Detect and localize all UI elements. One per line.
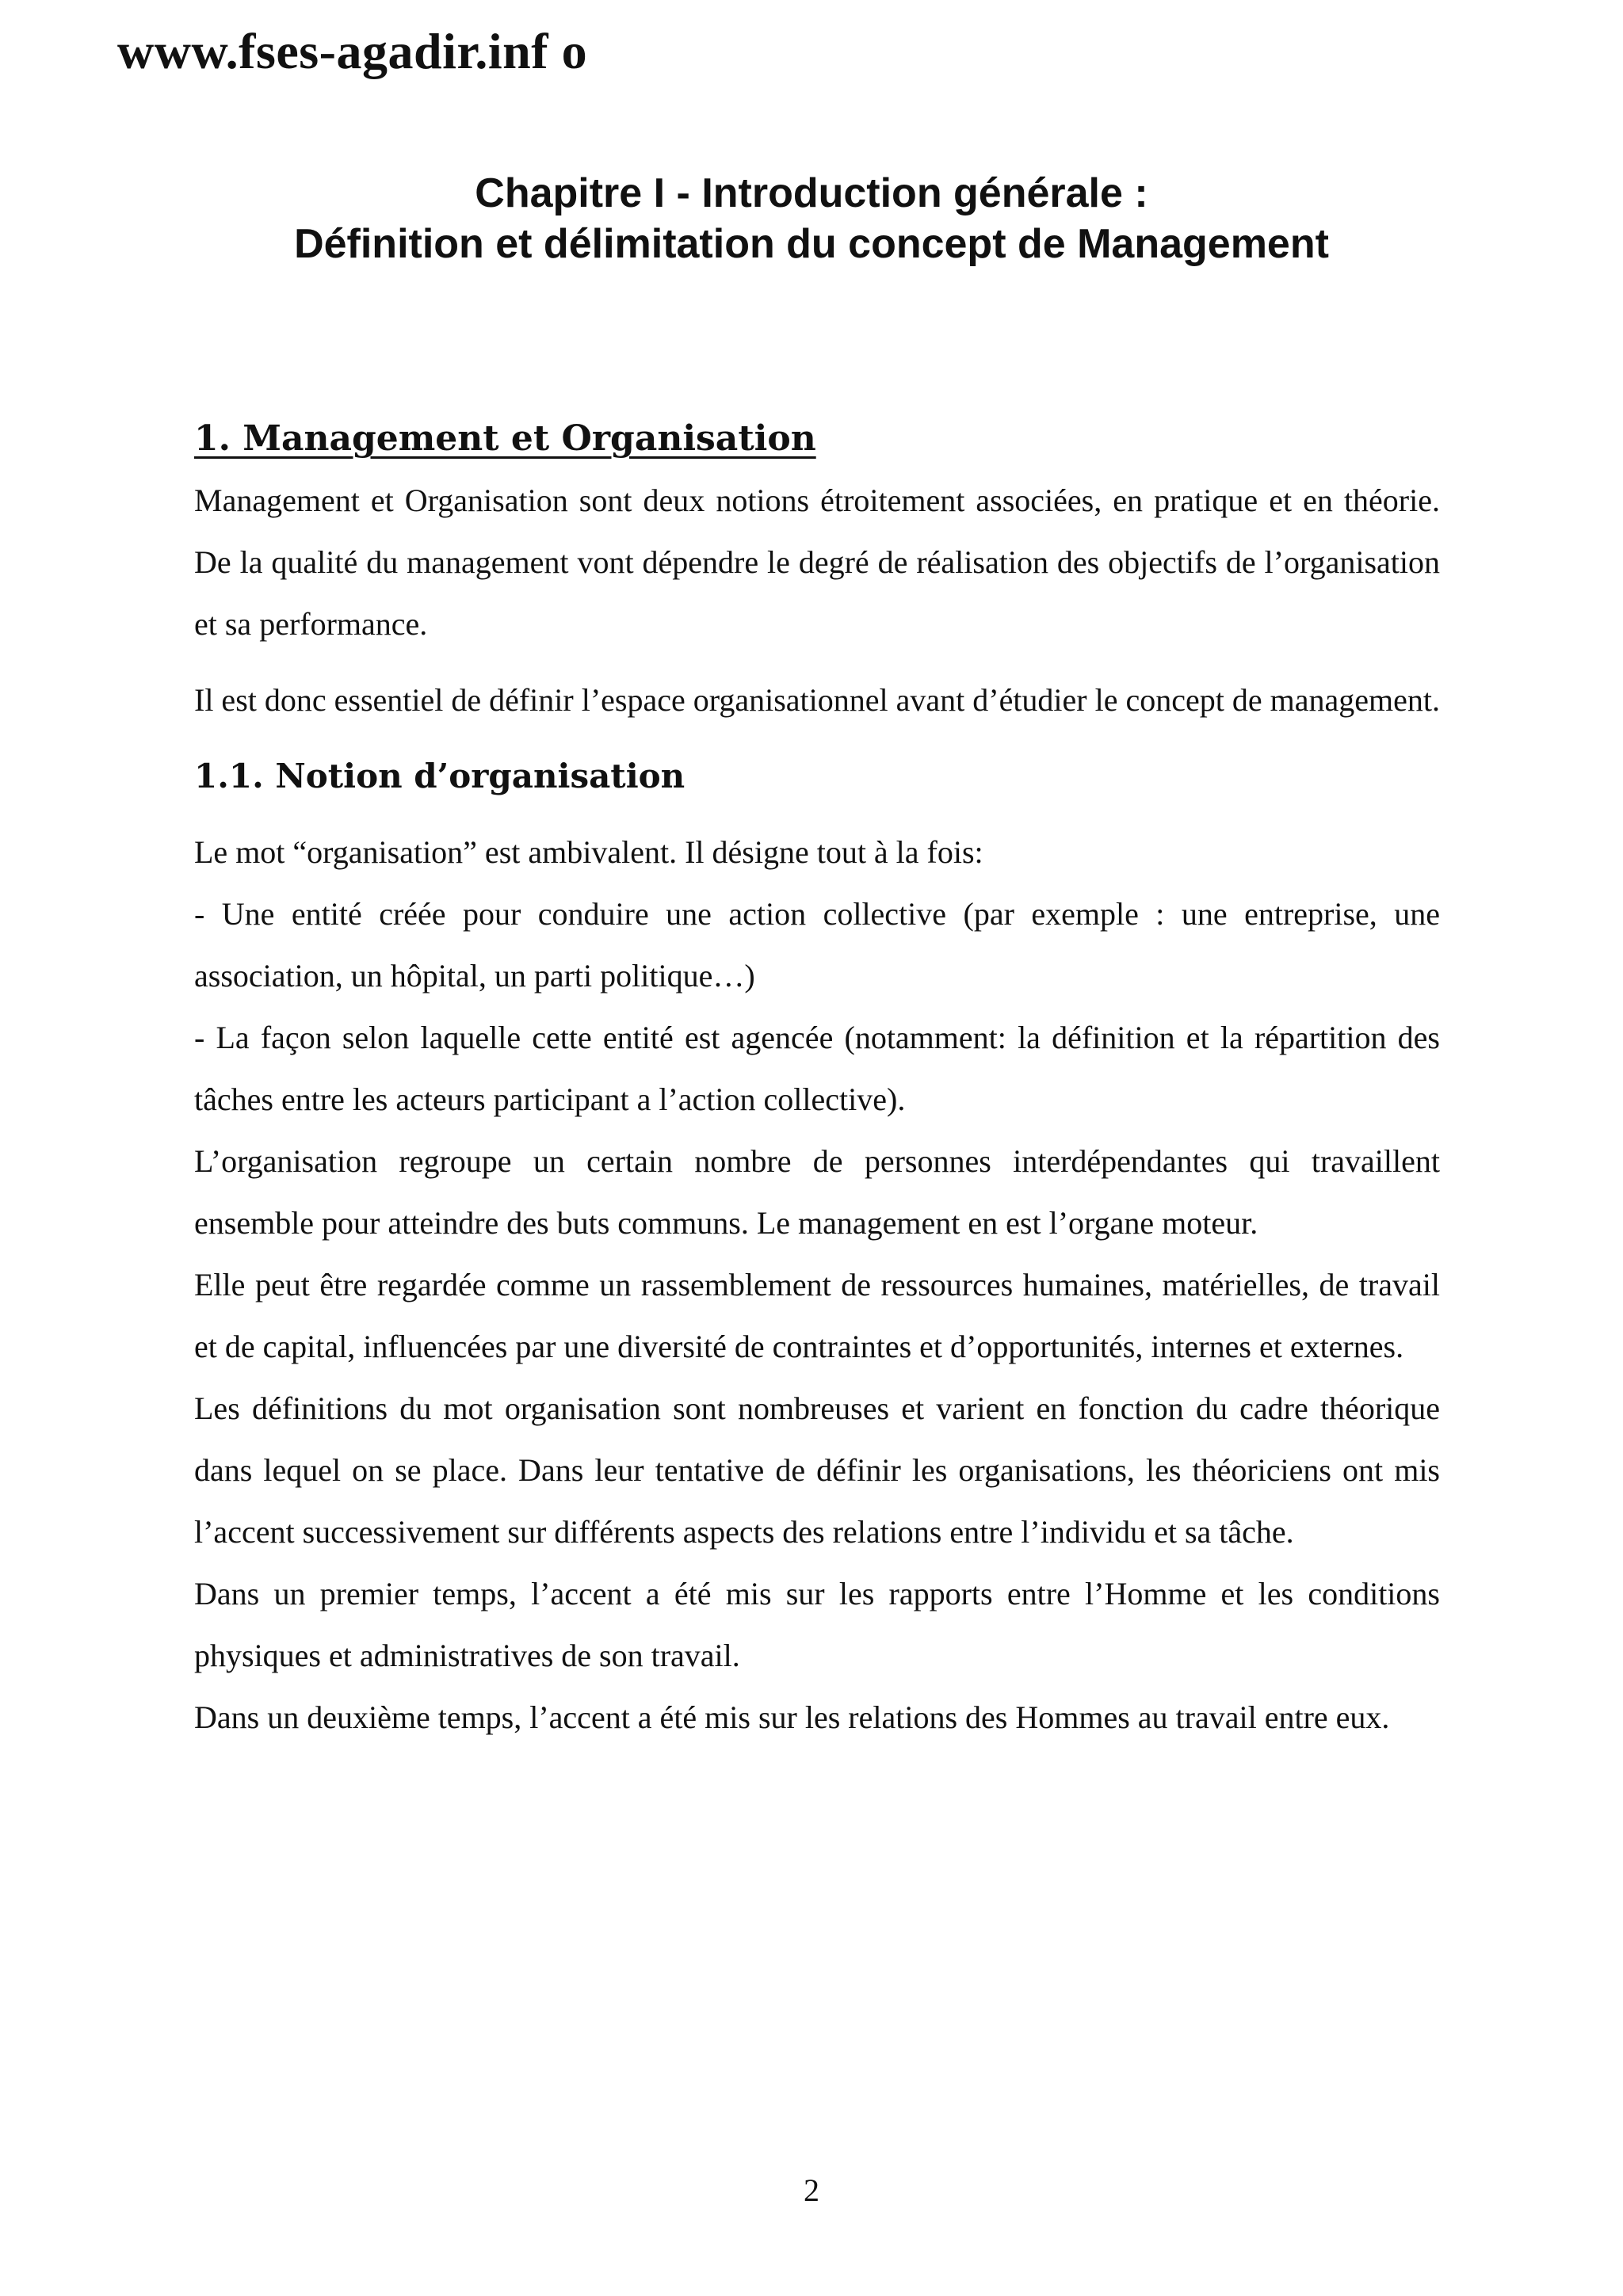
chapter-title-line-2: Définition et délimitation du concept de Management: [294, 221, 1329, 267]
chapter-title: [0, 168, 1623, 269]
document-body: [194, 408, 1440, 1749]
paragraph: Dans un premier temps, l’accent a été mis sur les rapports entre l’Homme et les conditions physiques et administratives de son travail.: [194, 1576, 1440, 1673]
paragraph: Les définitions du mot organisation sont nombreuses et varient en fonction du cadre théorique dans lequel on se place. Dans leur tentative de définir les organisations, les théoriciens ont mis l’accent successivement sur différents aspects des relations entre l’individu et sa tâche.: [194, 1390, 1440, 1550]
list-item: - La façon selon laquelle cette entité est agencée (notamment: la définition et la répartition des tâches entre les acteurs participant a l’action collective).: [194, 1020, 1440, 1117]
paragraph: L’organisation regroupe un certain nombre de personnes interdépendantes qui travaillent ensemble pour atteindre des buts communs. Le management en est l’organe moteur.: [194, 1143, 1440, 1241]
site-header-url: www.fses-agadir.inf o: [117, 23, 588, 79]
paragraph: Le mot “organisation” est ambivalent. Il désigne tout à la fois:: [194, 834, 983, 870]
page-number: 2: [804, 2172, 819, 2208]
paragraph: Management et Organisation sont deux notions étroitement associées, en pratique et en théorie. De la qualité du management vont dépendre le degré de réalisation des objectifs de l’organisation et sa performance.: [194, 482, 1440, 642]
list-item: - Une entité créée pour conduire une action collective (par exemple : une entreprise, une association, un hôpital, un parti politique…): [194, 896, 1440, 994]
section-heading-management-organisation: 1. Management et Organisation: [194, 418, 816, 459]
paragraph: Elle peut être regardée comme un rassemblement de ressources humaines, matérielles, de travail et de capital, influencées par une diversité de contraintes et d’opportunités, internes et externes.: [194, 1267, 1440, 1364]
paragraph: Il est donc essentiel de définir l’espace organisationnel avant d’étudier le concept de management.: [194, 682, 1440, 718]
subsection-heading-notion-organisation: 1.1. Notion d’organisation: [194, 757, 685, 795]
paragraph: Dans un deuxième temps, l’accent a été mis sur les relations des Hommes au travail entre eux.: [194, 1699, 1390, 1735]
chapter-title-line-1: Chapitre I - Introduction générale :: [475, 170, 1148, 216]
